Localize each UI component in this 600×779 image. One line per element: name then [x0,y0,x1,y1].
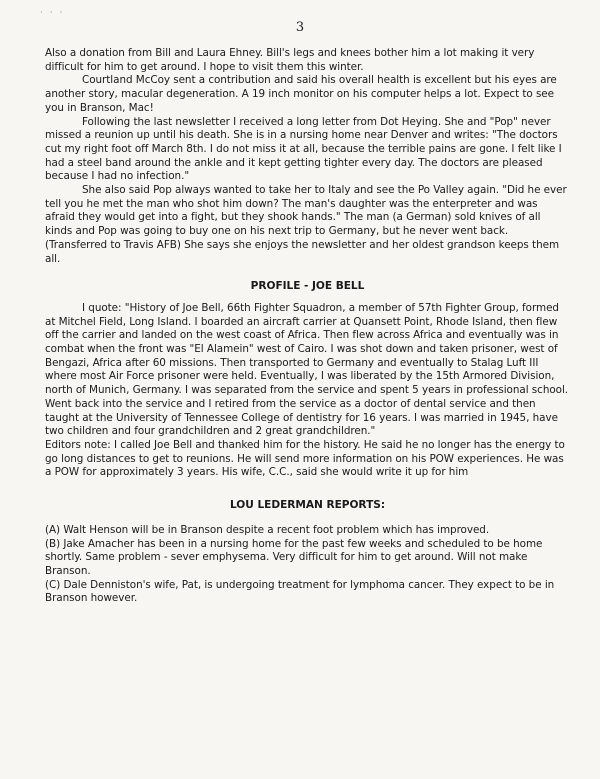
report-item: (A) Walt Henson will be in Branson despite a recent foot problem which has improved. [45,523,490,536]
lou-lederman-heading: LOU LEDERMAN REPORTS: [229,499,386,512]
paragraph-ehney: Also a donation from Bill and Laura Ehney. Bill's legs and knees bother him a lot making it very difficult for him to get around. I hope to visit them this winter. [45,47,535,73]
report-item: (C) Dale Denniston's wife, Pat, is undergoing treatment for lymphoma cancer. They expect to be in Branson however. [45,578,555,605]
paragraph-po-valley: She also said Pop always wanted to take her to Italy and see the Po Valley again. "Did he ever tell you he met the man who shot him down? The man's daughter was the enterpreter and was afraid they would get into a fight, but they shook hands." The man (a German) sold knives of all kinds and Pop was going to buy one on his next trip to Germany, but he never went back. (Transferred to Travis AFB) She says she enjoys the newsletter and her oldest grandson keeps them all. [45,184,567,265]
editors-note: Editors note: I called Joe Bell and thanked him for the history. He said he no longer has the energy to go long distances to get to reunions. He will send more information on his POW experiences. He was a POW for approximately 3 years. His wife, C.C., said she would write it up for him [45,438,565,479]
joe-bell-quote: I quote: "History of Joe Bell, 66th Fighter Squadron, a member of 57th Fighter Group, formed at Mitchel Field, Long Island. I boarded an aircraft carrier at Quansett Point, Rhode Island, then flew off the carrier and landed on the west coast of Africa. Then flew across Africa and eventually was in combat when the front was "El Alamein" west of Cairo. I was shot down and taken prisoner, west of Bengazi, Africa after 60 missions. Then transported to Germany and eventually to Stalag Luft III where most Air Force prisoner were held. Eventually, I was liberated by the 15th Armored Division, north of Munich, Germany. I was separated from the service and spent 5 years in professional school. Went back into the service and I retired from the service as a doctor of dental service and then taught at the University of Tennessee College of dentistry for 16 years. I was married in 1945, have two children and four grandchildren and 2 great grandchildren." [45,301,569,438]
report-item: (B) Jake Amacher has been in a nursing home for the past few weeks and scheduled to be home shortly. Same problem - sever emphysema. Very difficult for him to get around. Will not make Branson. [45,537,543,577]
paragraph-mccoy: Courtland McCoy sent a contribution and said his overall health is excellent but his eyes are another story, macular degeneration. A 19 inch monitor on his computer helps a lot. Expect to see you in Branson, Mac! [45,74,557,114]
page-content [45,47,570,606]
scan-specks: · · · [40,8,65,18]
paragraph-heying-letter: Following the last newsletter I received a long letter from Dot Heying. She and "Pop" never missed a reunion up until his death. She is in a nursing home near Denver and writes: "The doctors cut my right foot off March 8th. I do not miss it at all, because the terrible pains are gone. I felt like I had a steel band around the ankle and it kept getting tighter every day. The doctors are pleased because I had no infection." [45,115,562,183]
profile-heading: PROFILE - JOE BELL [250,280,365,293]
page-number: 3 [295,20,305,35]
